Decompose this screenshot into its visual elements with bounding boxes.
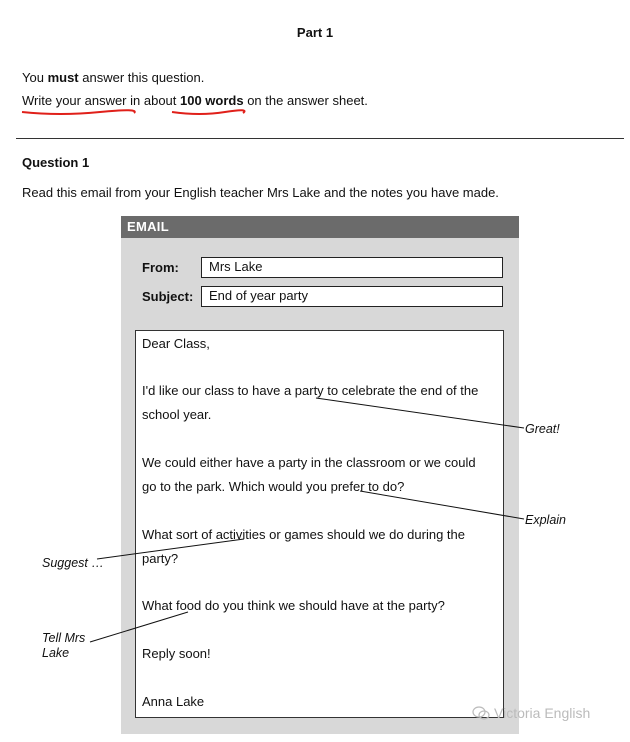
pointer-suggest: [97, 539, 244, 559]
body-line-6: party?: [142, 551, 179, 566]
underline-write-answer: [22, 110, 135, 114]
instruction-2-pre: Write your answer in about: [22, 93, 180, 108]
watermark: [472, 705, 590, 721]
instruction-1-post: answer this question.: [78, 70, 205, 85]
subject-field: End of year party: [201, 286, 503, 307]
chat-bubble-icon: [472, 706, 490, 720]
note-great: Great!: [525, 422, 560, 436]
instruction-1-pre: You: [22, 70, 48, 85]
body-line-greeting: Dear Class,: [142, 336, 210, 351]
email-header: EMAIL: [121, 216, 519, 238]
note-explain: Explain: [525, 513, 566, 527]
instruction-2-post: on the answer sheet.: [243, 93, 368, 108]
subject-label: Subject:: [142, 289, 194, 304]
from-field: Mrs Lake: [201, 257, 503, 278]
note-tell-2: Lake: [42, 646, 70, 660]
body-line-5: What sort of activities or games should we do during the: [142, 527, 465, 542]
question-intro: Read this email from your English teacher Mrs Lake and the notes you have made.: [22, 185, 499, 200]
body-line-7: What food do you think we should have at the party?: [142, 598, 445, 613]
note-tell-1: Tell Mrs: [42, 631, 86, 645]
body-line-2: school year.: [142, 407, 212, 422]
body-line-1: I'd like our class to have a party to celebrate the end of the: [142, 383, 479, 398]
from-label: From:: [142, 260, 179, 275]
note-suggest: Suggest …: [42, 556, 104, 570]
body-line-3: We could either have a party in the classroom or we could: [142, 455, 476, 470]
underline-100-words: [172, 110, 245, 114]
watermark-text: Victoria English: [494, 705, 591, 721]
body-line-signature: Anna Lake: [142, 694, 205, 709]
instruction-1-bold: must: [47, 70, 79, 85]
body-line-4: go to the park. Which would you prefer to do?: [142, 479, 405, 494]
pointer-tell: [90, 612, 188, 642]
pointer-great: [316, 398, 524, 428]
instruction-2-bold: 100 words: [180, 93, 244, 108]
part-title: Part 1: [296, 25, 334, 40]
pointer-explain: [360, 491, 524, 519]
body-line-8: Reply soon!: [142, 646, 211, 661]
question-title: Question 1: [22, 155, 90, 170]
